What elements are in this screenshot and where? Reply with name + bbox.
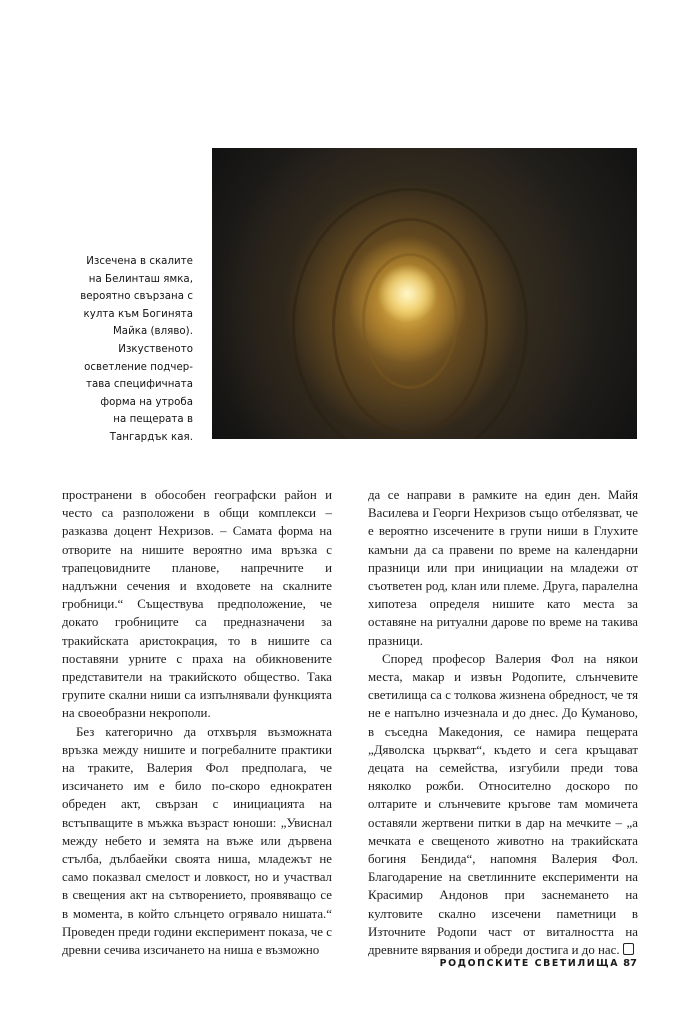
article-column-right — [368, 486, 638, 959]
paragraph-last — [368, 650, 638, 959]
caption-line: форма на утроба — [100, 396, 193, 408]
caption-line: на Белинташ ямка, — [88, 273, 193, 285]
end-of-article-icon — [623, 943, 634, 955]
paragraph-text: Според професор Валерия Фол на някои места, макар и извън Родопите, слънчевите светилища са с толкова жизнена обредност, че тя не е напълно изчезнала и до днес. До Куманово, в съседна Македония, се намира пещерата „Дяволска църкват“, където и сега кръщават децата на семейства, изгубили преди това няколко рожби. Относително доскоро по олтарите и слънчевите кръгове там момичета оставяли жертвени питки в дар на мечките – „а мечката е свещеното животно на тракийската богиня Бендида“, напомня Валерия Фол. Благодарение на светлинните експерименти на Красимир Андонов при заснемането на култовите скално изсечени паметници в Източните Родопи част от виталността на древните вярвания и обреди достига и до нас. — [368, 651, 638, 958]
rock-fold-inner — [362, 253, 458, 389]
caption-line: вероятно свързана с — [80, 291, 193, 303]
running-section-title: РОДОПСКИТЕ СВЕТИЛИЩА — [439, 958, 620, 969]
caption-line: Изсечена в скалите — [86, 256, 193, 267]
paragraph: пространени в обособен географски район и често са разположени в общи комплекси – разказва доцент Нехризов. – Самата форма на отворите на нишите вероятно има връзка с трапецовидните планове, напречните и надлъжни сечения и входовете на скалните гробници.“ Съществува предположение, че докато гробниците са предназначени за тракийската аристокрация, то в нишите са поставяни урните с праха на обикновените представители на тракийското общество. Така групите скални ниши са изпълнявали функцията на своеобразни некрополи. — [62, 488, 332, 721]
page-number: 87 — [623, 958, 637, 969]
caption-line: култа към Богинята — [83, 308, 193, 320]
caption-line: Тангардък кая. — [109, 431, 193, 443]
page-footer — [330, 958, 637, 969]
caption-line: тава специфичната — [85, 379, 193, 391]
photo-caption — [43, 253, 193, 447]
caption-line: на пещерата в — [113, 414, 193, 426]
article-column-left — [62, 486, 332, 959]
caption-line: Изкуственото — [118, 343, 193, 355]
cave-photo — [212, 148, 637, 439]
caption-line: осветление подчер- — [84, 361, 193, 373]
paragraph: да се направи в рамките на един ден. Майя Василева и Георги Нехризов също отбелязват, че е вероятно изсечените в групи ниши в Глухите камъни да са правени по време на календарни празници или при инициации на младежи от съответен род, клан или племе. Друга, паралелна хипотеза определя нишите като места за оставяне на ритуални дарове по време на такива празници. — [368, 488, 638, 648]
paragraph: Без категорично да отхвърля възможната връзка между нишите и погребалните практики на траките, Валерия Фол предполага, че изсичането им е било по-скоро еднократен обреден акт, свързан с инициацията на встъпващите в мъжка възраст юноши: „Увиснал между небето и земята на въже или дървена стълба, дълбаейки своята ниша, младежът не само показвал смелост и ловкост, но и участвал в свещения акт на сътворението, проявяващо се в момента, в който слънцето огрявало нишата.“ Проведен преди години експеримент показа, че с древни сечива изсичането на ниша е възможно — [62, 724, 332, 958]
caption-line: Майка (вляво). — [112, 326, 193, 338]
